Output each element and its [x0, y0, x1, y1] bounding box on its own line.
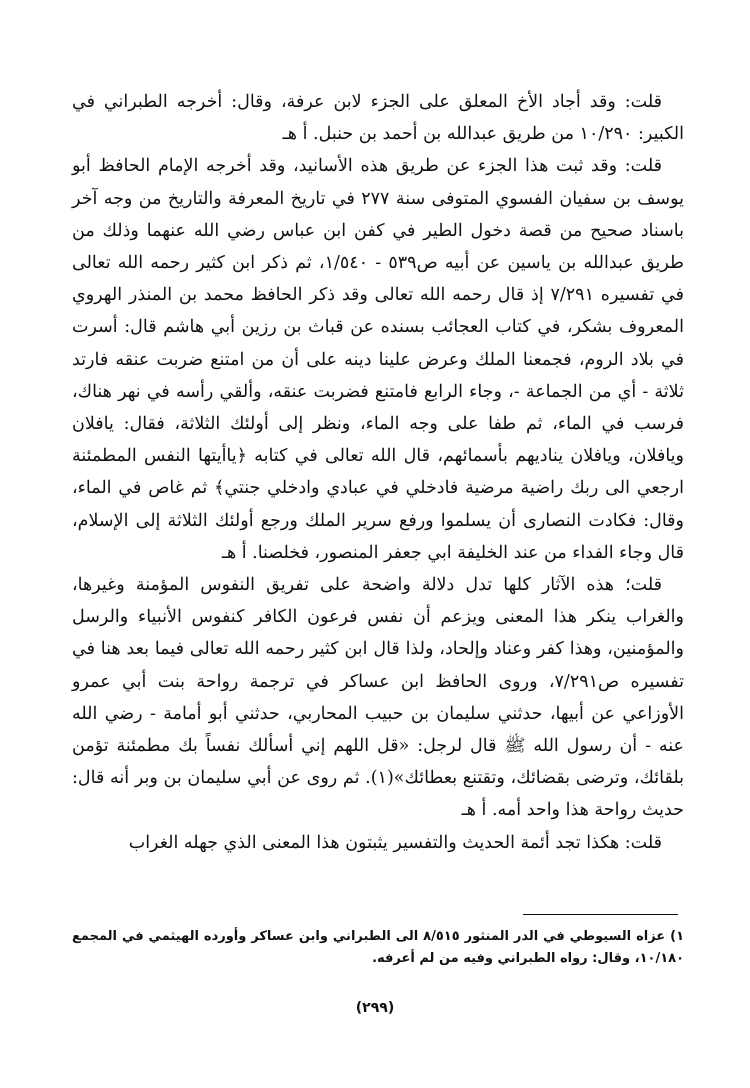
main-text	[72, 86, 684, 859]
footnote-divider	[523, 914, 678, 915]
paragraph-4: قلت: هكذا تجد أئمة الحديث والتفسير يثبتون هذا المعنى الذي جهله الغراب	[128, 832, 662, 853]
footnote-1: ١) عزاه السيوطي في الدر المنثور ٨/٥١٥ الى الطبراني وابن عساكر وأورده الهيثمي في المجمع ١٠/١٨٠، وقال: رواه الطبراني وفيه من لم أعرفه.	[72, 929, 684, 966]
paragraph-2: قلت: وقد ثبت هذا الجزء عن طريق هذه الأسانيد، وقد أخرجه الإمام الحافظ أبو يوسف بن سفيان الفسوي المتوفى سنة ٢٧٧ في تاريخ المعرفة والتاريخ من وجه آخر باسناد صحيح من قصة دخول الطير في كفن ابن عباس رضي الله عنهما وذلك من طريق عبدالله بن ياسين عن أبيه ص٥٣٩ - ١/٥٤٠، ثم ذكر ابن كثير رحمه الله تعالى في تفسيره ٧/٢٩١ إذ قال رحمه الله تعالى وقد ذكر الحافظ محمد بن المنذر الهروي المعروف بشكر، في كتاب العجائب بسنده عن قباث بن رزين أبي هاشم قال: أسرت في بلاد الروم، فجمعنا الملك وعرض علينا دينه على أن من امتنع ضربت عنقه فارتد ثلاثة - أي من الجماعة -، وجاء الرابع فامتنع فضربت عنقه، وألقي رأسه في نهر هناك، فرسب في الماء، ثم طفا على وجه الماء، ونظر إلى أولئك الثلاثة، فقال: يافلان ويافلان، ويافلان يناديهم بأسمائهم، قال الله تعالى في كتابه ﴿ياأيتها النفس المطمئنة ارجعي الى ربك راضية مرضية فادخلي في عبادي وادخلي جنتي﴾ ثم غاص في الماء، وقال: فكادت النصارى أن يسلموا ورفع سرير الملك ورجع أولئك الثلاثة إلى الإسلام، قال وجاء الفداء من عند الخليفة ابي جعفر المنصور، فخلصنا. أ هـ	[72, 156, 684, 563]
page-number: (٢٩٩)	[355, 1000, 395, 1016]
footnotes	[72, 926, 684, 970]
paragraph-1: قلت: وقد أجاد الأخ المعلق على الجزء لابن عرفة، وقال: أخرجه الطبراني في الكبير: ١٠/٢٩٠ من طريق عبدالله بن أحمد بن حنبل. أ هـ	[72, 92, 684, 145]
paragraph-3: قلت؛ هذه الآثار كلها تدل دلالة واضحة على تفريق النفوس المؤمنة وغيرها، والغراب ينكر هذا المعنى ويزعم أن نفس فرعون الكافر كنفوس الأنبياء والرسل والمؤمنين، وهذا كفر وعناد وإلحاد، ولذا قال ابن كثير رحمه الله تعالى فيما بعد هنا في تفسيره ص٧/٢٩١، وروى الحافظ ابن عساكر في ترجمة رواحة بنت أبي عمرو الأوزاعي عن أبيها، حدثني سليمان بن حبيب المحاربي، حدثني أبو أمامة - رضي الله عنه - أن رسول الله ﷺ قال لرجل: «قل اللهم إني أسألك نفساً بك مطمئنة تؤمن بلقائك، وترضى بقضائك، وتقتنع بعطائك»(١). ثم روى عن أبي سليمان بن وبر أنه قال: حديث رواحة هذا واحد أمه. أ هـ	[72, 575, 684, 821]
